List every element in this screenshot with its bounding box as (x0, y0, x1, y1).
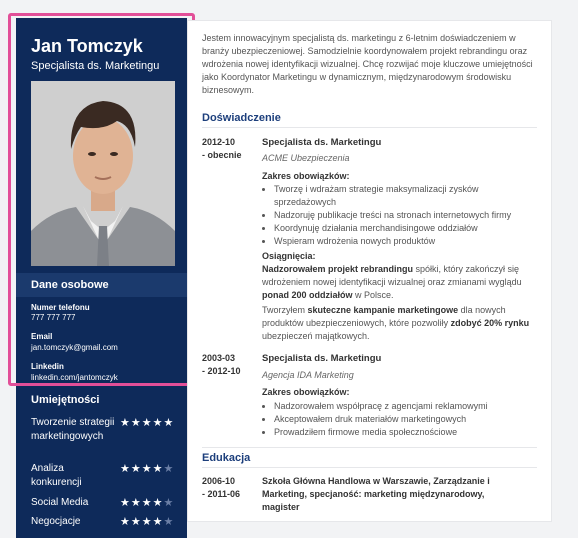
star-icon: ★ (141, 417, 153, 429)
list-item: • Koordynuję działania merchandisingowe oddziałów (274, 222, 539, 235)
skill-name: Negocjacje (31, 516, 81, 527)
main-content (187, 20, 552, 522)
linkedin-label: Linkedin (31, 362, 64, 371)
star-icon: ★ (141, 463, 153, 475)
star-icon: ★ (120, 497, 131, 509)
job-title: Specjalista ds. Marketingu (262, 353, 382, 364)
email-value[interactable]: jan.tomczyk@gmail.com (31, 343, 118, 352)
star-icon: ★ (130, 417, 142, 429)
list-item: • Nadzoruję publikacje treści na stronach internetowych firmy (274, 209, 539, 222)
skill-name: Analiza konkurencji (31, 463, 82, 488)
star-icon: ★ (152, 516, 164, 528)
star-icon: ★ (141, 497, 153, 509)
star-icon: ★ (152, 497, 164, 509)
star-empty-icon: ★ (163, 463, 175, 475)
list-item: • Nadzorowałem współpracę z agencjami reklamowymi (274, 400, 539, 413)
list-item: • Prowadziłem firmowe media społecznościowe (274, 426, 539, 439)
star-icon: ★ (130, 516, 142, 528)
achievement-text: spółki, który zakończył się wdrożeniem nowej identyfikacji wizualnej oraz zmianami wyglądu (262, 264, 522, 287)
achievement-text: Tworzyłem (262, 305, 308, 315)
profile-summary: Jestem innowacyjnym specjalistą ds. marketingu z 6-letnim doświadczeniem w branży ubezpieczeniowej. Samodzielnie koordynowałem projekt rebrandingu oraz wdrożenia nowej identyfikacji wizualnej. Chcę rozwijać moje kluczowe umiejętności jako Koordynator Marketingu w dynamicznym, międzynarodowym środowisku biznesowym. (202, 33, 533, 95)
star-icon: ★ (141, 516, 153, 528)
divider (202, 467, 537, 468)
skills-heading: Umiejętności (31, 394, 100, 406)
star-icon: ★ (120, 417, 131, 429)
duties-label: Zakres obowiązków: (262, 387, 350, 397)
education-title: Szkoła Główna Handlowa w Warszawie, Zarządzanie i Marketing, specjaność: marketing międzynarodowy, magister (262, 476, 490, 512)
job-title: Specjalista ds. Marketingu (262, 137, 382, 148)
linkedin-value[interactable]: linkedin.com/jantomczyk (31, 373, 118, 382)
skill-rating (120, 416, 174, 429)
skill-name: Social Media (31, 497, 89, 508)
star-icon: ★ (120, 516, 131, 528)
divider (202, 447, 537, 448)
list-item: • Tworzę i wdrażam strategie maksymalizacji zysków sprzedażowych (274, 183, 539, 209)
list-item: • Wspieram wdrożenia nowych produktów (274, 235, 539, 248)
phone-label: Numer telefonu (31, 303, 90, 312)
star-icon: ★ (152, 463, 164, 475)
star-icon: ★ (130, 463, 142, 475)
star-empty-icon: ★ (163, 497, 175, 509)
skill-rating (120, 496, 174, 509)
skill-rating (120, 462, 174, 475)
duties-label: Zakres obowiązków: (262, 171, 350, 181)
achievement-text: w Polsce. (352, 290, 394, 300)
star-icon: ★ (152, 417, 164, 429)
star-empty-icon: ★ (163, 516, 175, 528)
achievement-2 (262, 304, 540, 343)
phone-value: 777 777 777 (31, 313, 76, 322)
achievement-highlight: Nadzorowałem projekt rebrandingu (262, 264, 414, 274)
achievement-text: dla nowych produktów ubezpieczeniowych, które pozwoliły (262, 305, 506, 328)
job-dates: 2012-10 - obecnie (202, 137, 242, 160)
list-item: • Akceptowałem druk materiałów marketingowych (274, 413, 539, 426)
email-label: Email (31, 332, 53, 341)
education-heading: Edukacja (202, 452, 251, 464)
candidate-job-title: Specjalista ds. Marketingu (31, 60, 160, 72)
job-company: Agencja IDA Marketing (262, 370, 354, 380)
selection-highlight (8, 13, 195, 386)
achievement-1 (262, 263, 540, 302)
job-company: ACME Ubezpieczenia (262, 153, 350, 163)
duties-list (262, 183, 539, 248)
star-icon: ★ (120, 463, 131, 475)
achievement-highlight: zdobyć 20% rynku (450, 318, 530, 328)
education-dates: 2006-10 - 2011-06 (202, 476, 241, 499)
experience-heading: Doświadczenie (202, 112, 281, 124)
achievement-highlight: skuteczne kampanie marketingowe (307, 305, 459, 315)
job-dates: 2003-03 - 2012-10 (202, 353, 241, 376)
star-icon: ★ (163, 417, 175, 429)
divider (202, 127, 537, 128)
star-icon: ★ (130, 497, 142, 509)
achievements-label: Osiągnięcia: (262, 251, 316, 261)
duties-list (262, 400, 539, 439)
skill-name: Tworzenie strategii marketingowych (31, 417, 115, 442)
personal-info-heading: Dane osobowe (31, 279, 109, 291)
achievement-text: ubezpieczeń majątkowych. (262, 331, 370, 341)
achievement-highlight: ponad 200 oddziałów (262, 290, 353, 300)
candidate-name: Jan Tomczyk (31, 36, 143, 56)
